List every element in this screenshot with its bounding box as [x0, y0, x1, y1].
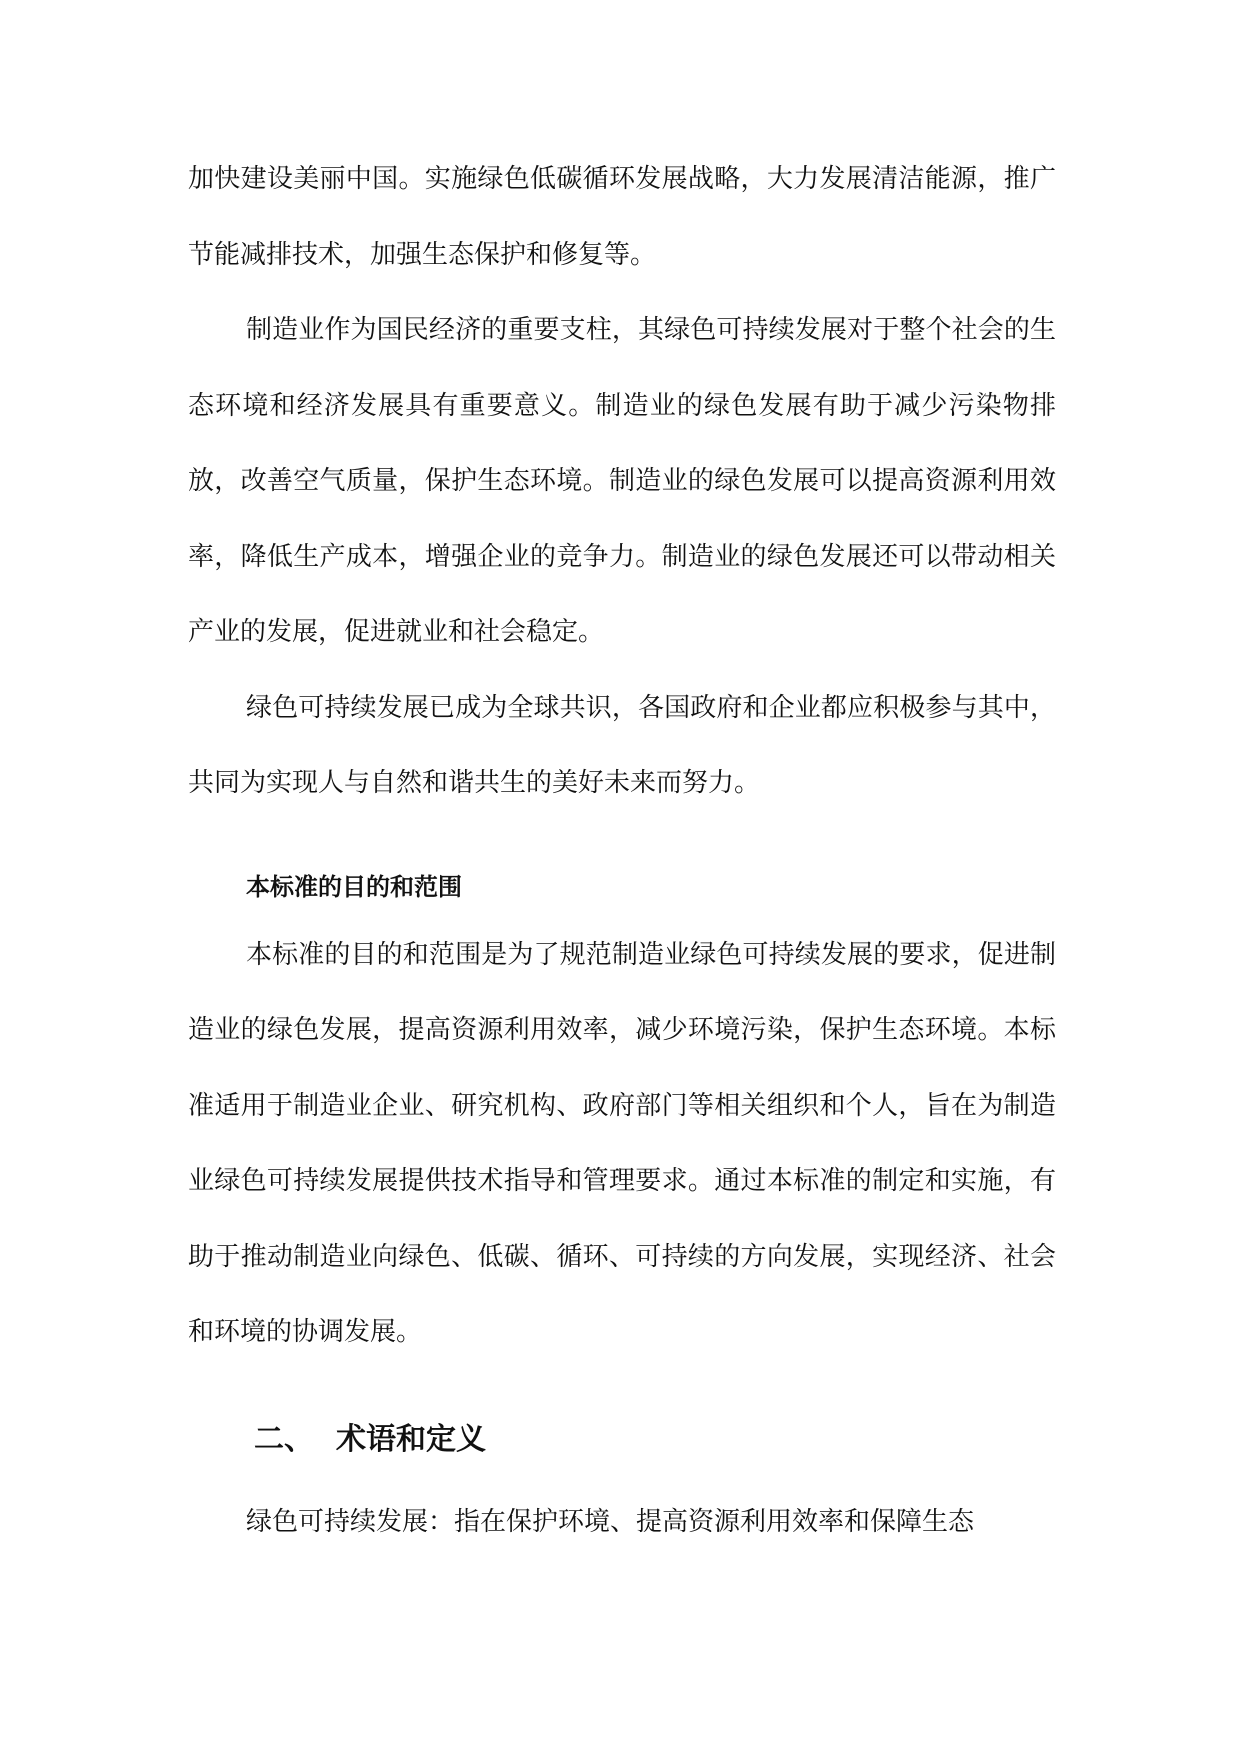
paragraph-purpose-scope: 本标准的目的和范围是为了规范制造业绿色可持续发展的要求，促进制造业的绿色发展，提高资源利用效率，减少环境污染，保护生态环境。本标准适用于制造业企业、研究机构、政府部门等相关组织和个人，旨在为制造业绿色可持续发展提供技术指导和管理要求。通过本标准的制定和实施，有助于推动制造业向绿色、低碳、循环、可持续的方向发展，实现经济、社会和环境的协调发展。 [188, 939, 1056, 1347]
section-title: 术语和定义 [336, 1421, 486, 1457]
section-number: 二、 [254, 1421, 314, 1457]
paragraph-continuation: 加快建设美丽中国。实施绿色低碳循环发展战略，大力发展清洁能源，推广节能减排技术，加强生态保护和修复等。 [188, 164, 1056, 270]
subsection-heading: 本标准的目的和范围 [246, 872, 462, 901]
section-heading [188, 1405, 1056, 1475]
paragraph-global-consensus: 绿色可持续发展已成为全球共识，各国政府和企业都应积极参与其中，共同为实现人与自然和谐共生的美好未来而努力。 [188, 692, 1056, 798]
paragraph-definition: 绿色可持续发展：指在保护环境、提高资源利用效率和保障生态 [246, 1506, 975, 1537]
document-body [188, 142, 1056, 1560]
paragraph-manufacturing-importance: 制造业作为国民经济的重要支柱，其绿色可持续发展对于整个社会的生态环境和经济发展具有重要意义。制造业的绿色发展有助于减少污染物排放，改善空气质量，保护生态环境。制造业的绿色发展可以提高资源利用效率，降低生产成本，增强企业的竞争力。制造业的绿色发展还可以带动相关产业的发展，促进就业和社会稳定。 [188, 315, 1056, 647]
